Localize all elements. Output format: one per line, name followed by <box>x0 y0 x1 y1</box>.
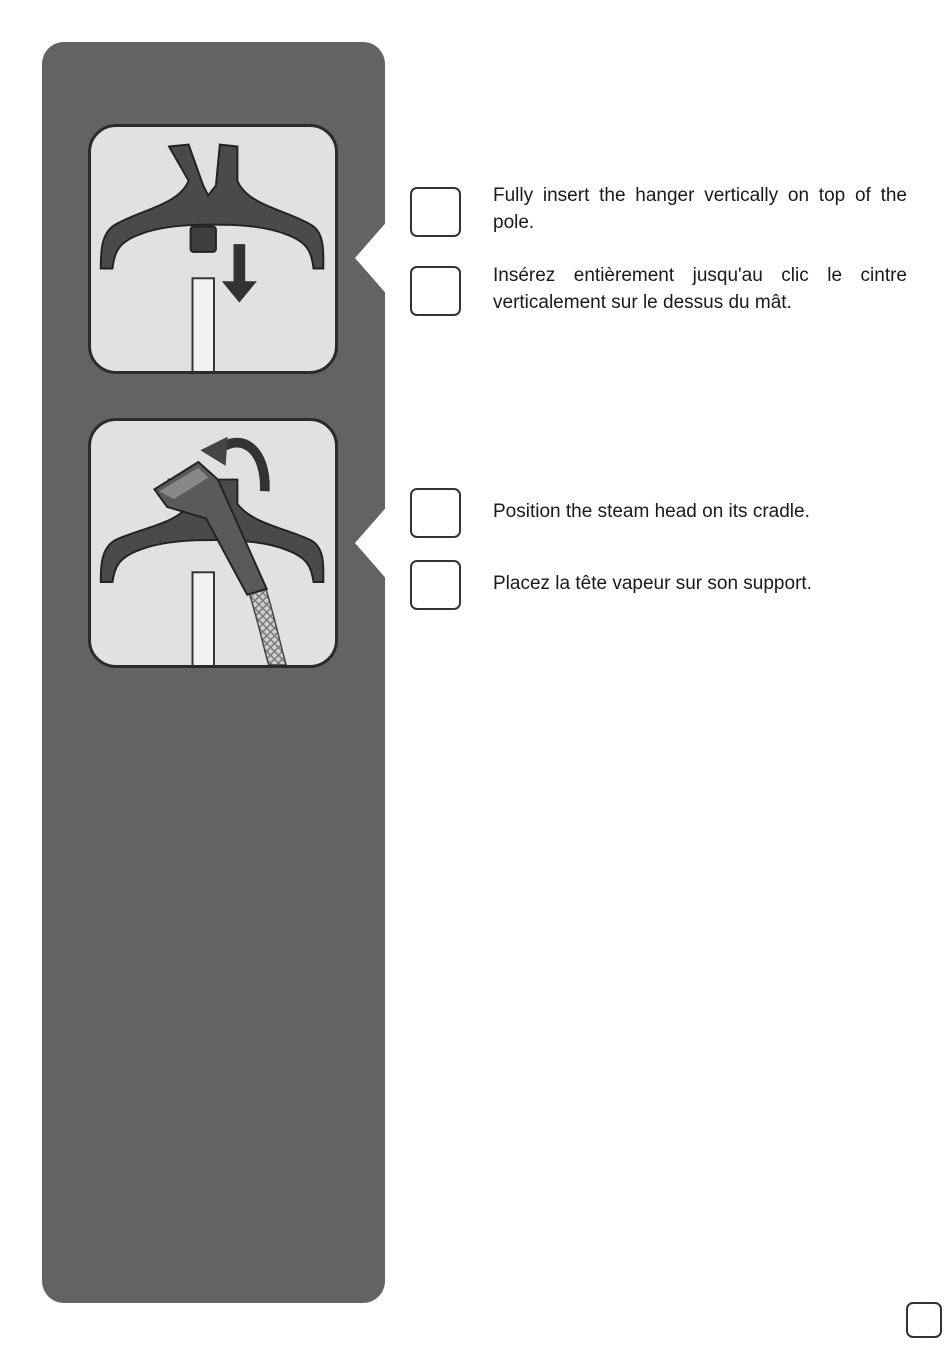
step-2-instruction-en: Position the steam head on its cradle. <box>493 501 810 522</box>
step-1-instruction-en: Fully insert the hanger vertically on top of the pole. <box>493 185 907 233</box>
pointer-notch <box>350 503 390 583</box>
language-checkbox-fr <box>410 266 461 316</box>
language-checkbox-en <box>410 187 461 237</box>
arrow-down-icon <box>233 244 245 283</box>
language-checkbox-en <box>410 488 461 538</box>
step-2-instruction-fr: Placez la tête vapeur sur son support. <box>493 573 812 594</box>
pole-shape <box>193 278 214 371</box>
steam-head-cradle-illustration <box>88 418 338 668</box>
step-1-instruction-fr: Insérez entièrement jusqu'au clic le cintre verticalement sur le dessus du mât. <box>493 265 907 313</box>
language-checkbox-fr <box>410 560 461 610</box>
hanger-insert-illustration <box>88 124 338 374</box>
pointer-notch <box>350 218 390 298</box>
page-number-box <box>906 1302 942 1338</box>
